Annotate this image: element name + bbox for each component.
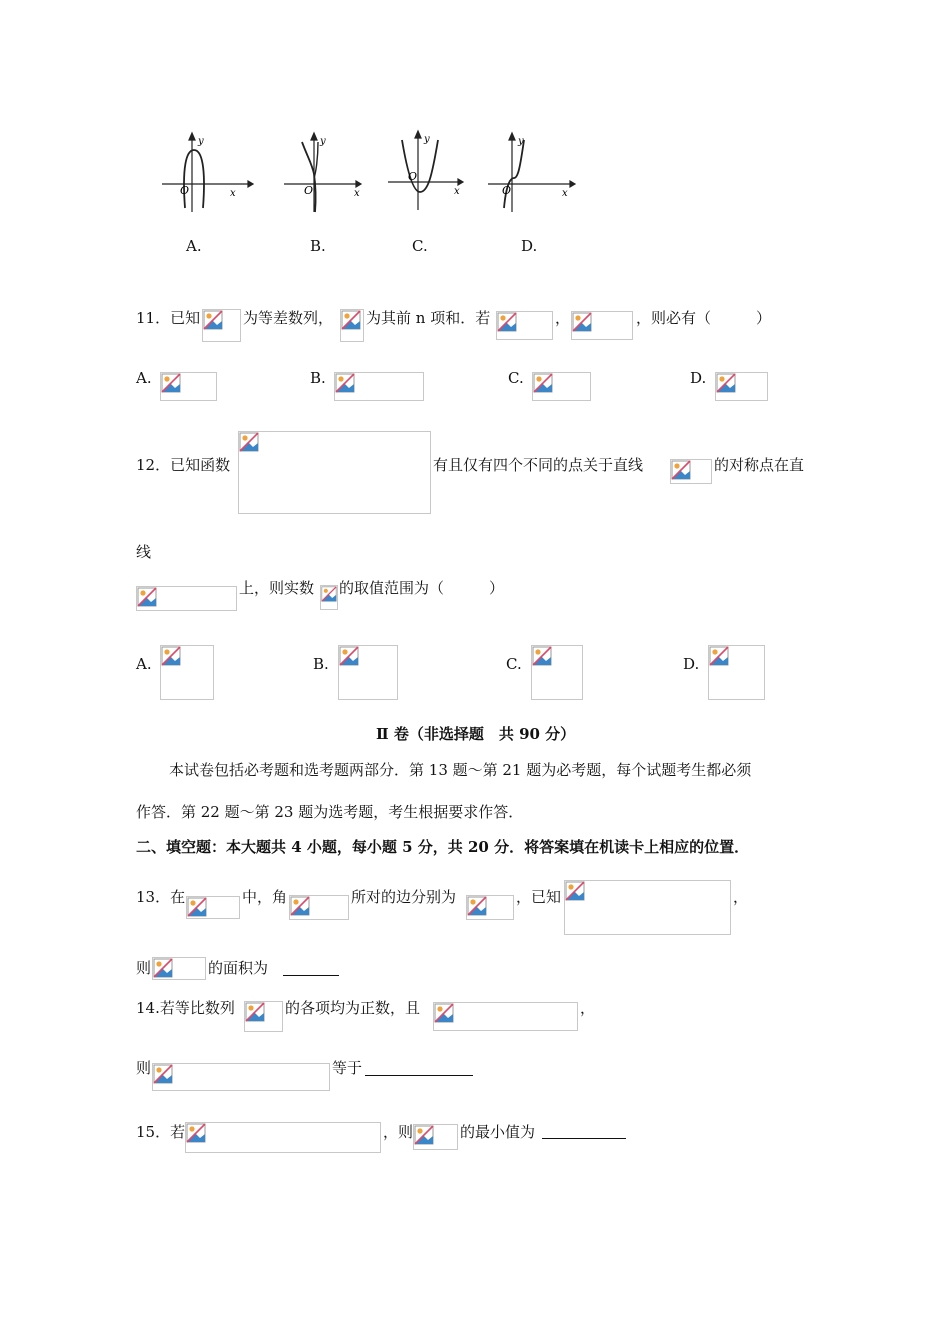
y-axis-label: y [320,136,326,147]
broken-image-formula [152,957,206,980]
graph-label-a: A. [186,237,202,255]
broken-image-formula [670,459,712,484]
broken-image-formula [433,1002,578,1031]
origin-label: O [502,184,512,197]
q14-answer-blank[interactable] [365,1075,473,1076]
broken-image-formula [564,880,731,935]
broken-image-icon [533,373,553,393]
broken-image-formula [244,1001,283,1032]
broken-image-formula [413,1124,458,1150]
q14-text-1: 的各项均为正数，且 [285,999,421,1017]
broken-image-icon [709,646,729,666]
broken-image-icon [203,310,223,330]
q13-number: 13．在 [136,888,186,906]
q12-option-c: C. [506,655,522,673]
broken-image-icon [467,896,487,916]
q12-option-d: D. [683,655,700,673]
broken-image-icon [161,373,181,393]
broken-image-icon [572,312,592,332]
broken-image-icon [153,1064,173,1084]
broken-image-icon [290,896,310,916]
origin-label: O [408,170,418,183]
y-axis-label: y [198,136,204,147]
broken-image-formula [466,895,514,920]
q11-text-1: 为等差数列， [243,309,334,327]
q14-text-3: 则 [136,1059,152,1077]
q11-option-c: C. [508,369,524,387]
y-axis-label: y [424,134,430,145]
broken-image-formula [185,1122,381,1153]
broken-image-icon [245,1002,265,1022]
broken-image-formula [532,372,591,401]
q13-answer-blank[interactable] [283,975,339,976]
broken-image-formula [186,896,240,919]
broken-image-formula [715,372,768,401]
q12-option-a: A. [136,655,152,673]
section-title: Ⅱ 卷（非选择题 共 90 分） [376,725,576,743]
graph-option-c [384,126,480,218]
broken-image-icon [239,432,259,452]
graph-option-d [486,128,582,220]
broken-image-formula [289,895,349,920]
q14-number: 14.若等比数列 [136,999,235,1017]
q15-text-1: ，则 [383,1123,414,1141]
graph-option-b [282,128,378,220]
broken-image-icon [341,310,361,330]
broken-image-icon [187,897,207,917]
q12-text-5: 的取值范围为（ ） [339,579,505,597]
q11-text-3: ， [555,309,571,327]
graph-label-c: C. [412,237,428,255]
x-axis-label: x [354,188,360,199]
broken-image-formula [152,1063,330,1091]
broken-image-formula [340,309,364,342]
broken-image-icon [153,958,173,978]
y-axis-label: y [518,136,524,147]
broken-image-icon [335,373,355,393]
q12-text-2: 的对称点在直 [714,456,805,474]
q15-answer-blank[interactable] [542,1138,626,1139]
x-axis-label: x [454,186,460,197]
broken-image-icon [434,1003,454,1023]
origin-label: O [304,184,314,197]
broken-image-icon [339,646,359,666]
broken-image-icon [716,373,736,393]
q11-text-2: 为其前 n 项和．若 [366,309,491,327]
q14-text-2: ， [580,999,596,1017]
x-axis-label: x [562,188,568,199]
broken-image-formula [238,431,431,514]
broken-image-formula [338,645,398,700]
broken-image-icon [186,1123,206,1143]
broken-image-icon [161,646,181,666]
broken-image-icon [565,881,585,901]
graph-label-b: B. [310,237,326,255]
graph-option-a [158,128,254,220]
q14-text-4: 等于 [332,1059,363,1077]
broken-image-formula [136,586,237,611]
broken-image-formula [496,311,553,340]
q13-text-5: 则 [136,959,152,977]
section-intro-line-1: 本试卷包括必考题和选考题两部分．第 13 题～第 21 题为必考题，每个试题考生都必须 [169,761,752,779]
q11-option-a: A. [136,369,152,387]
q12-text-3: 线 [136,543,152,561]
q11-text-4: ，则必有（ ） [636,309,772,327]
broken-image-icon [414,1125,434,1145]
broken-image-formula [160,372,217,401]
broken-image-formula [160,645,214,700]
broken-image-icon [137,587,157,607]
q12-text-1: 有且仅有四个不同的点关于直线 [433,456,644,474]
q11-option-b: B. [310,369,326,387]
broken-image-formula [334,372,424,401]
q15-number: 15．若 [136,1123,186,1141]
broken-image-icon [321,586,337,602]
broken-image-icon [671,460,691,480]
q13-text-2: 所对的边分别为 [351,888,457,906]
q11-number: 11．已知 [136,309,201,327]
broken-image-icon [497,312,517,332]
q13-text-3: ，已知 [516,888,562,906]
q13-text-1: 中，角 [242,888,288,906]
broken-image-icon [532,646,552,666]
origin-label: O [180,184,190,197]
section-intro-line-2: 作答．第 22 题～第 23 题为选考题，考生根据要求作答． [136,803,524,821]
q12-text-4: 上，则实数 [239,579,315,597]
broken-image-formula [531,645,583,700]
broken-image-formula [202,309,241,342]
graph-label-d: D. [521,237,538,255]
q13-text-4: ， [733,888,749,906]
broken-image-formula [708,645,765,700]
fill-in-heading: 二、填空题：本大题共 4 小题，每小题 5 分，共 20 分．将答案填在机读卡上相应的位置． [136,838,750,856]
broken-image-formula [571,311,633,340]
x-axis-label: x [230,188,236,199]
q15-text-2: 的最小值为 [460,1123,536,1141]
q12-option-b: B. [313,655,329,673]
q12-number: 12．已知函数 [136,456,231,474]
broken-image-formula [320,585,338,610]
q13-text-6: 的面积为 [208,959,269,977]
q11-option-d: D. [690,369,707,387]
